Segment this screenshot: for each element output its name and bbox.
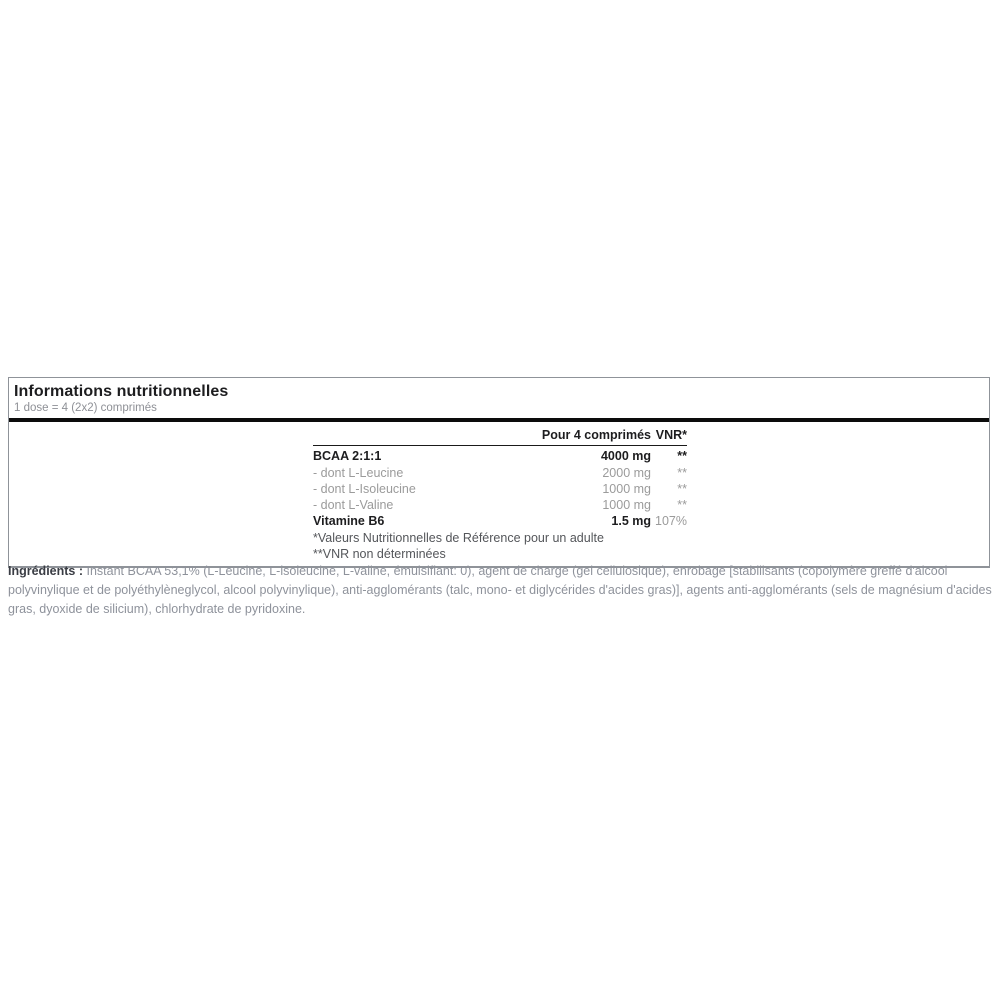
divider-bar — [9, 418, 989, 422]
table-row — [313, 481, 687, 497]
table-footnotes — [313, 530, 989, 563]
row-label: Vitamine B6 — [313, 514, 385, 529]
nutrition-title: Informations nutritionnelles — [14, 383, 229, 400]
row-value: 1000 mg — [602, 481, 651, 496]
nutrition-table — [313, 427, 687, 530]
dose-subtitle: 1 dose = 4 (2x2) comprimés — [14, 402, 157, 414]
row-label: BCAA 2:1:1 — [313, 449, 382, 464]
nutrition-facts-panel — [8, 377, 990, 568]
table-row — [313, 513, 687, 529]
footnote-vnr-undetermined: **VNR non déterminées — [313, 547, 446, 562]
row-vnr: ** — [677, 449, 687, 464]
row-label: - dont L-Valine — [313, 498, 394, 513]
table-row — [313, 465, 687, 481]
header-vnr-label: VNR* — [655, 428, 687, 442]
row-value: 2000 mg — [602, 465, 651, 480]
row-value: 4000 mg — [600, 449, 651, 464]
nutrition-panel-header — [9, 378, 989, 418]
row-vnr: ** — [677, 481, 687, 496]
ingredients-text: Instant BCAA 53,1% (L-Leucine, L-isoleucine, L-valine, émulsifiant: 0), agent de charge (gel cellulosique), enrobage [stabilisants (copolymère greffé d'alcool polyvinylique et de polyéthylèneglycol, alcool polyvinylique), anti-agglomérants (talc, mono- et diglycérides d'acides gras)], agents anti-agglomérants (sels de magnésium d'acides gras, dyoxide de silicium), chlorhydrate de pyridoxine. — [8, 564, 992, 616]
row-label: - dont L-Leucine — [313, 465, 404, 480]
row-label: - dont L-Isoleucine — [313, 481, 416, 496]
table-header-row — [313, 427, 687, 446]
header-serving-label: Pour 4 comprimés — [541, 428, 651, 442]
row-vnr: ** — [677, 465, 687, 480]
ingredients-label: Ingrédients : — [8, 564, 84, 578]
footnote-vnr-reference: *Valeurs Nutritionnelles de Référence pour un adulte — [313, 530, 604, 545]
row-vnr: 107% — [655, 514, 687, 529]
row-value: 1.5 mg — [611, 514, 651, 529]
ingredients-paragraph — [8, 562, 993, 619]
row-vnr: ** — [677, 498, 687, 513]
table-row — [313, 448, 687, 464]
table-row — [313, 497, 687, 513]
row-value: 1000 mg — [602, 498, 651, 513]
